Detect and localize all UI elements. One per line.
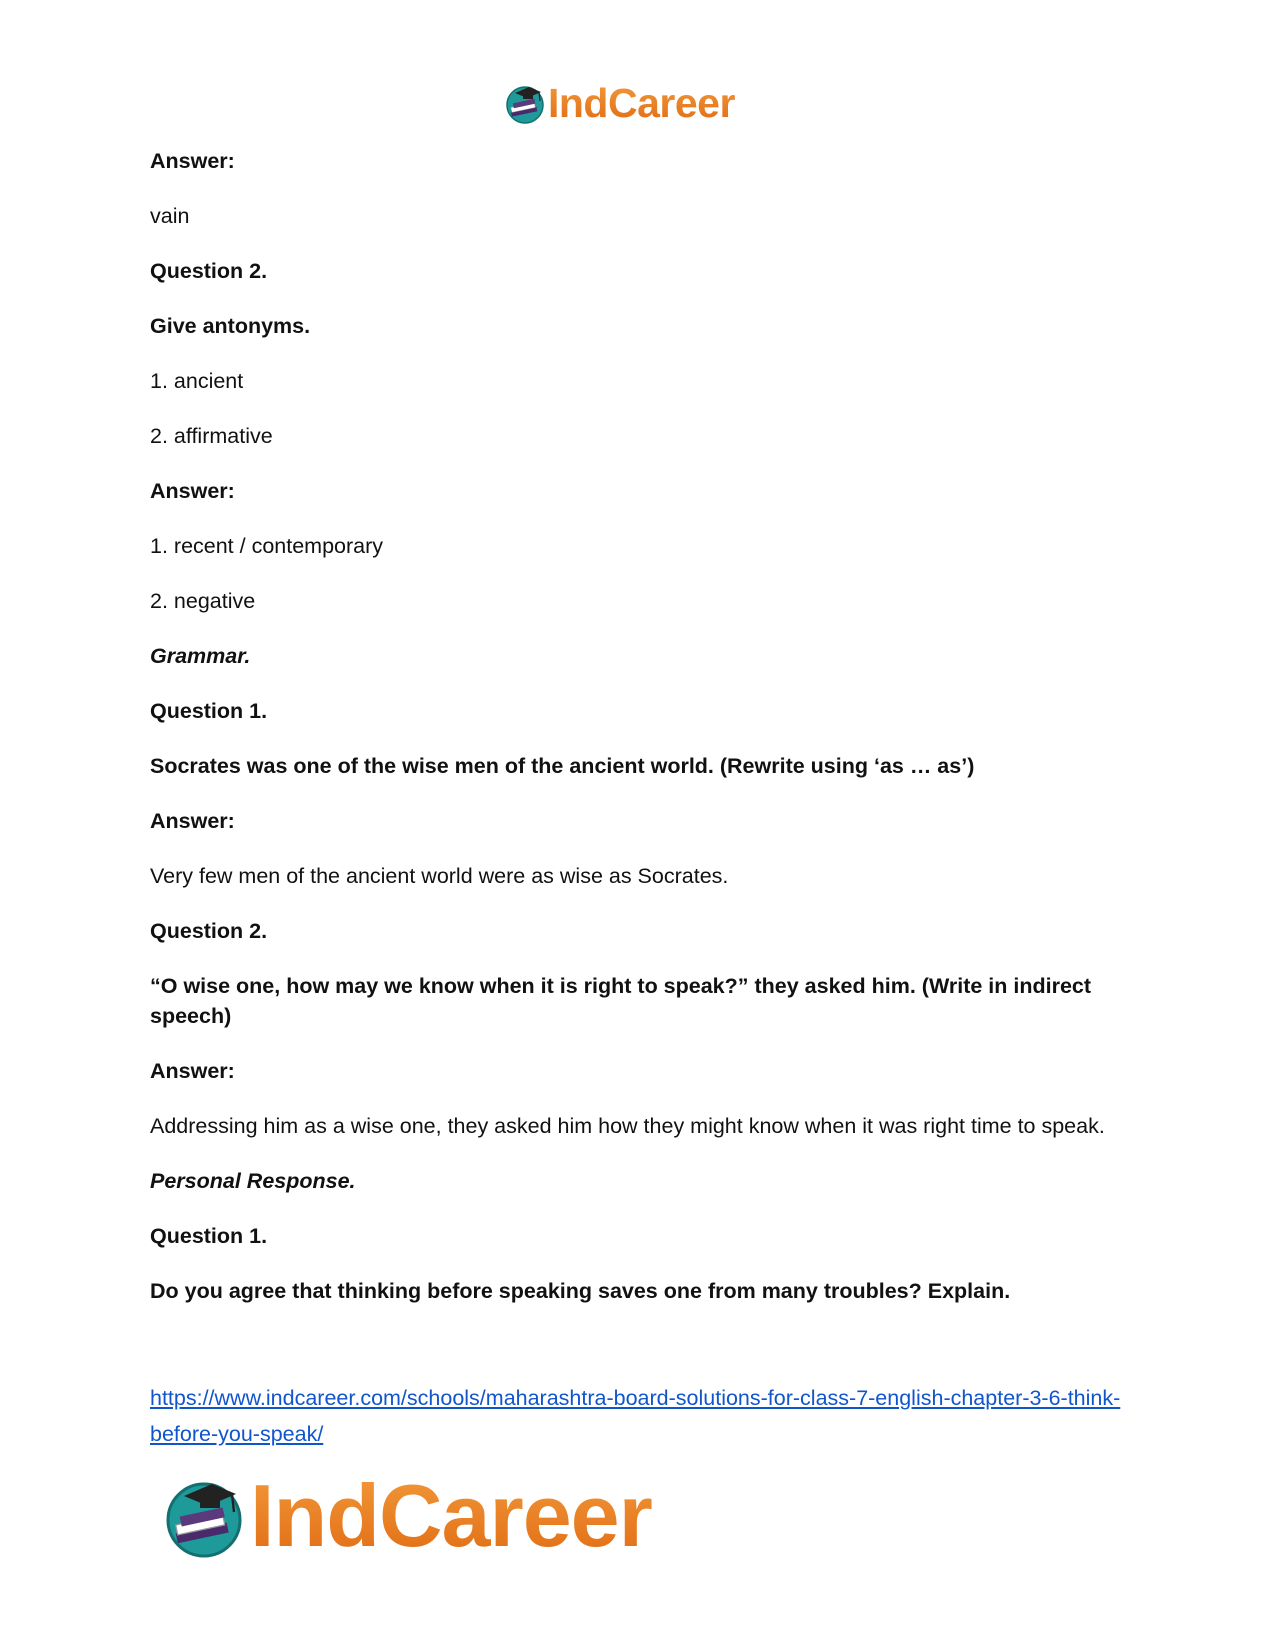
question-number: Question 1. [150,699,268,723]
header-logo [503,78,735,128]
source-link[interactable]: https://www.indcareer.com/schools/maharashtra-board-solutions-for-class-7-english-chapter-3-6-think-before-you-speak/ [150,1386,1121,1446]
answer-label: Answer: [150,809,235,833]
question-number: Question 2. [150,259,268,283]
answer-text: Addressing him as a wise one, they asked him how they might know when it was right time to speak. [150,1114,1105,1138]
brand-name: IndCareer [250,1466,652,1565]
footer-logo [160,1466,652,1566]
question-number: Question 1. [150,1224,268,1248]
answer-label: Answer: [150,1059,235,1083]
answer-text: vain [150,204,190,228]
answer-text: 2. negative [150,589,256,613]
document-body [150,146,1130,1331]
answer-text: 1. recent / contemporary [150,534,384,558]
brand-name: IndCareer [548,79,735,126]
answer-label: Answer: [150,479,235,503]
section-heading: Personal Response. [150,1169,356,1193]
question-number: Question 2. [150,919,268,943]
answer-text: 2. affirmative [150,424,273,448]
graduation-book-globe-icon [160,1472,248,1560]
section-heading: Grammar. [150,644,251,668]
graduation-book-globe-icon [503,81,547,125]
answer-text: 1. ancient [150,369,244,393]
question-text: “O wise one, how may we know when it is right to speak?” they asked him. (Write in indirect speech) [150,974,1092,1028]
answer-text: Very few men of the ancient world were as wise as Socrates. [150,864,729,888]
question-text: Socrates was one of the wise men of the ancient world. (Rewrite using ‘as … as’) [150,754,975,778]
answer-label: Answer: [150,149,235,173]
question-text: Give antonyms. [150,314,311,338]
question-text: Do you agree that thinking before speaking saves one from many troubles? Explain. [150,1279,1011,1303]
